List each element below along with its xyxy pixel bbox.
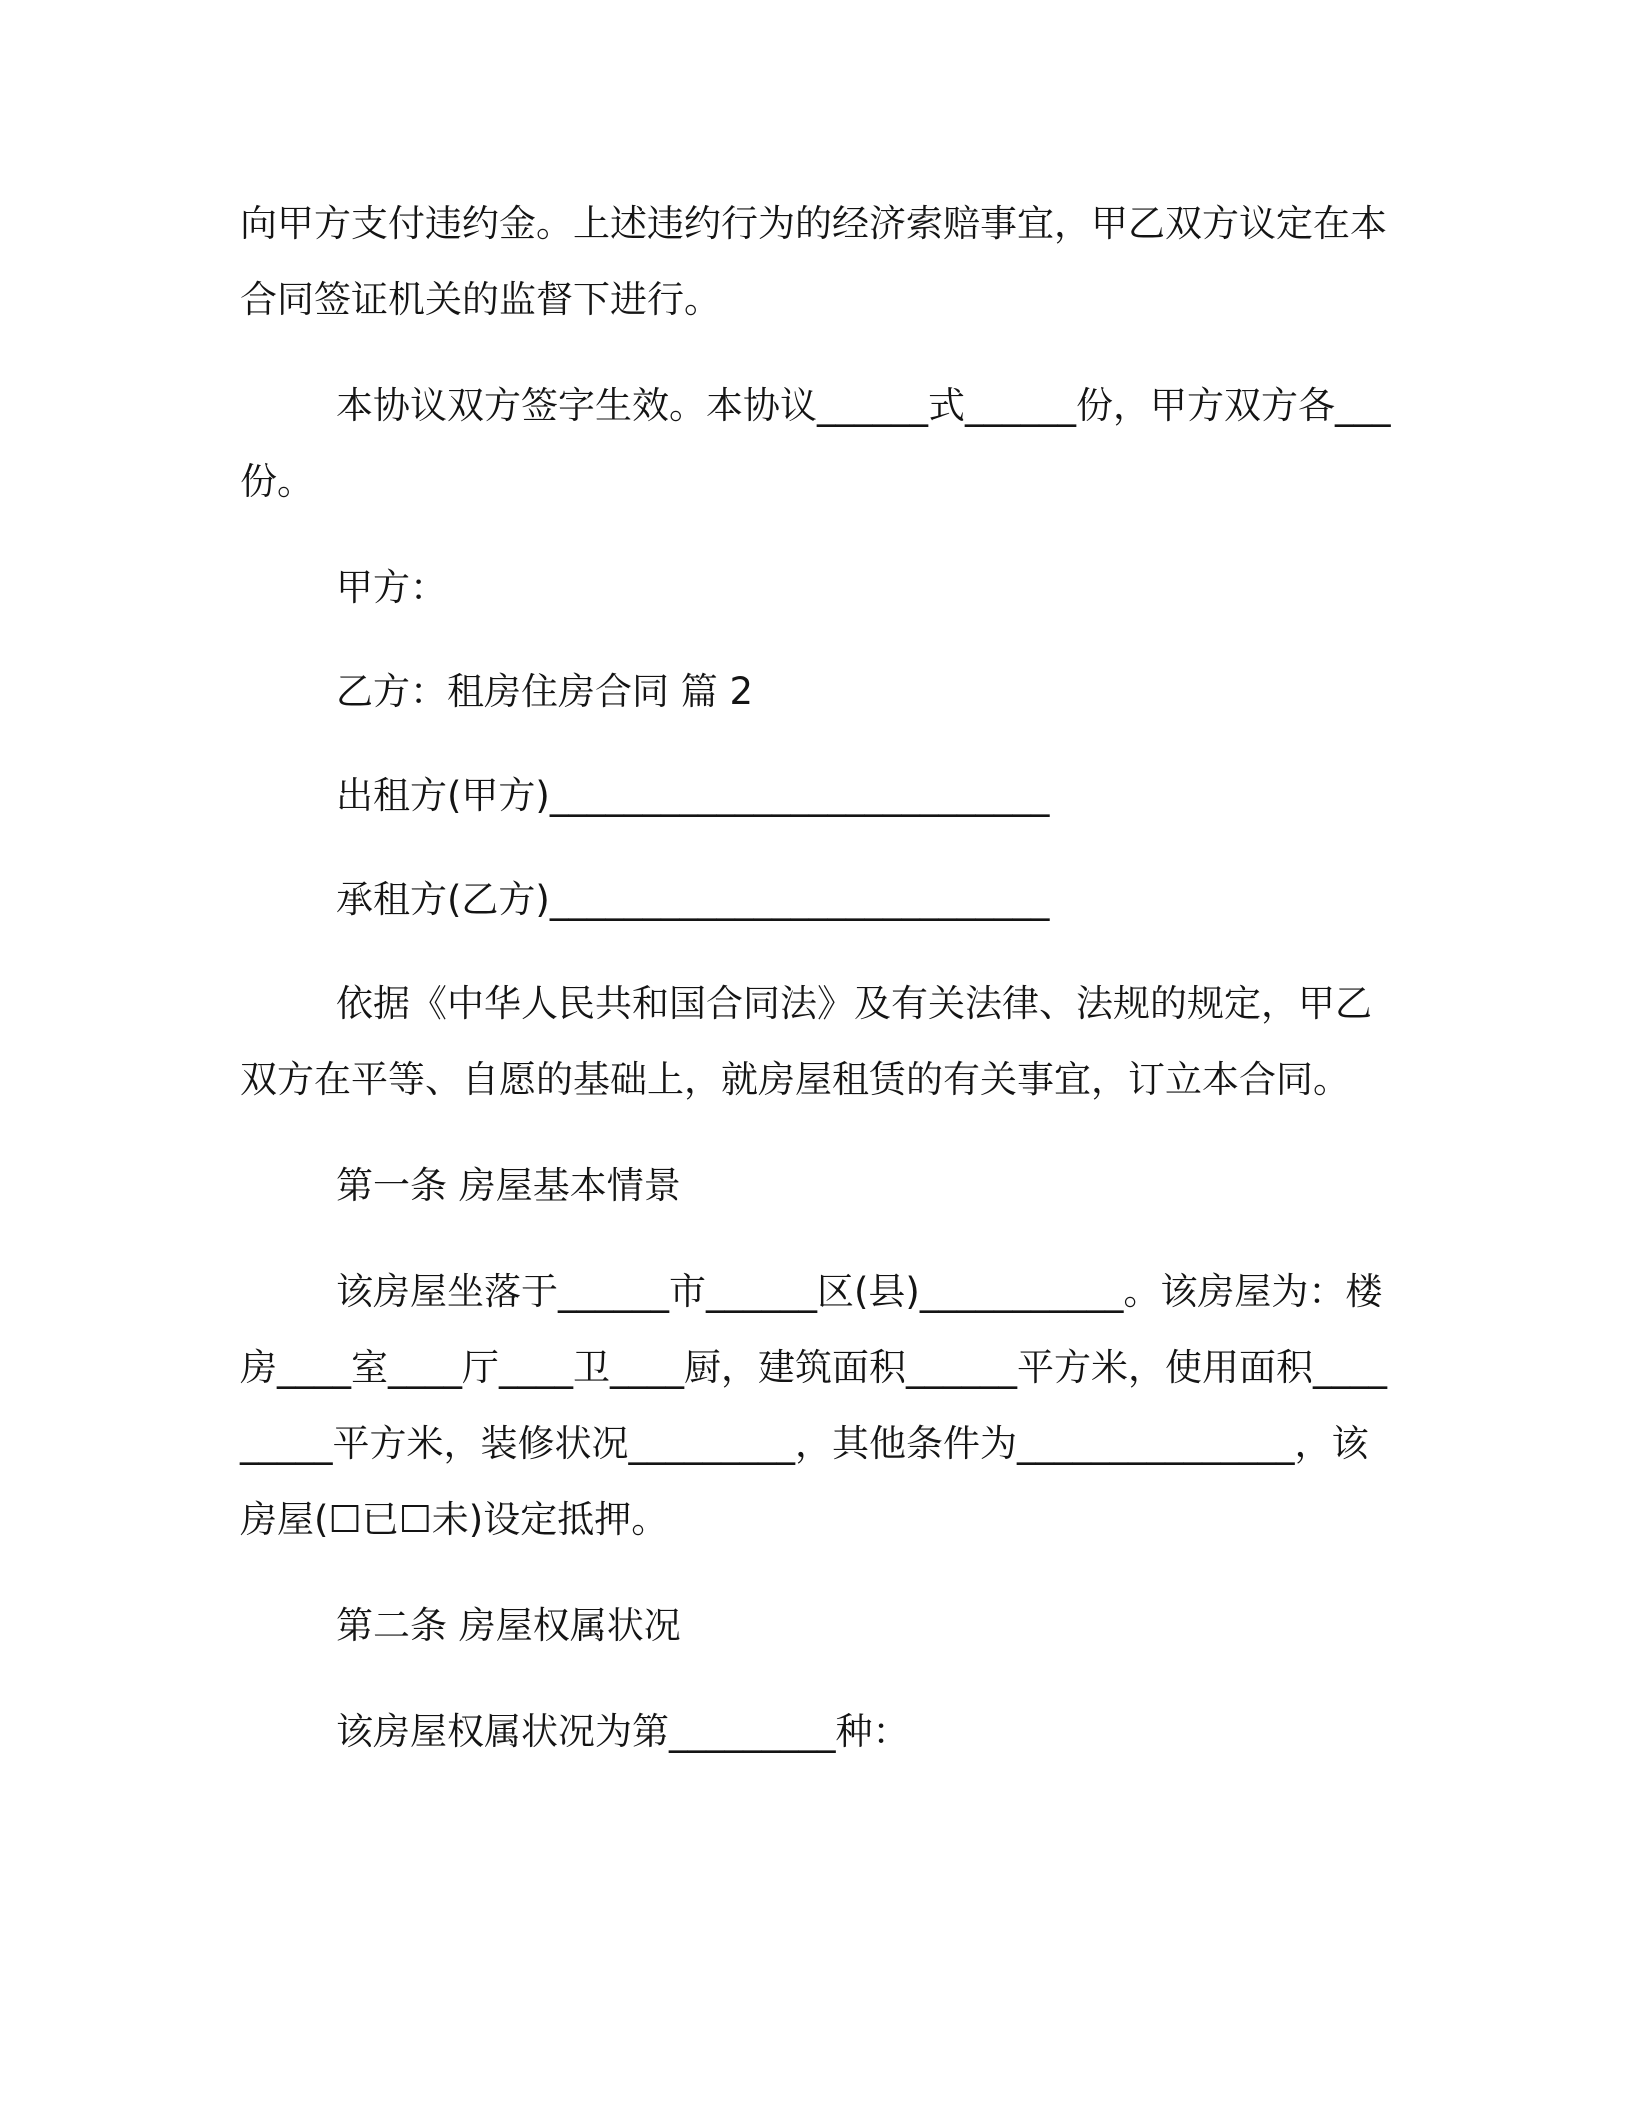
paragraph-property-details: 该房屋坐落于______市______区(县)___________。该房屋为：楼房____室____厅____卫____厨，建筑面积______平方米，使用面积_________平方米，装修状况_________，其他条件为_______________，该房屋(☐已☐未)设定抵押。 (240, 1270, 1387, 1541)
document-body (240, 186, 1392, 1770)
paragraph-penalty-continuation: 向甲方支付违约金。上述违约行为的经济索赔事宜，甲乙双方议定在本合同签证机关的监督下进行。 (240, 202, 1387, 321)
lessor-line: 出租方(甲方)___________________________ (336, 774, 1050, 817)
article-1-heading: 第一条 房屋基本情景 (336, 1164, 681, 1207)
signature-party-b-and-title: 乙方：租房住房合同 篇 2 (336, 670, 754, 713)
paragraph-agreement-copies: 本协议双方签字生效。本协议______式______份，甲方双方各___份。 (240, 384, 1391, 503)
article-2-heading: 第二条 房屋权属状况 (336, 1604, 681, 1647)
paragraph-legal-basis: 依据《中华人民共和国合同法》及有关法律、法规的规定，甲乙双方在平等、自愿的基础上，就房屋租赁的有关事宜，订立本合同。 (240, 982, 1372, 1101)
signature-party-a: 甲方： (336, 566, 447, 609)
lessee-line: 承租方(乙方)___________________________ (336, 878, 1050, 921)
paragraph-ownership-status: 该房屋权属状况为第_________种： (336, 1710, 910, 1753)
